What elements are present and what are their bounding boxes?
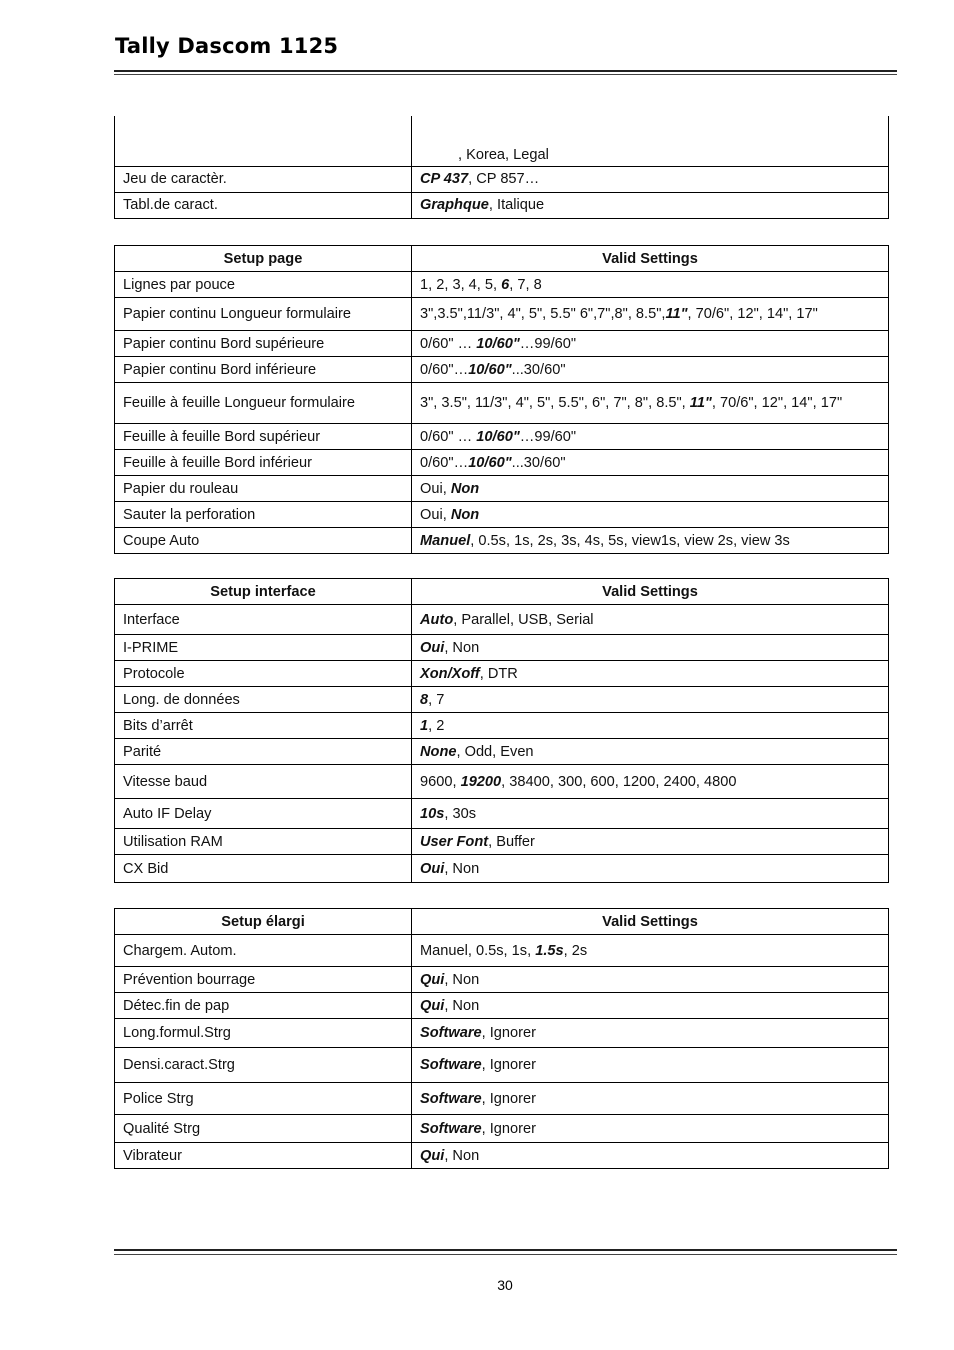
setup-page-table — [114, 245, 889, 554]
settings-table-continued — [114, 116, 889, 219]
option-values: , 7 — [428, 691, 445, 708]
setting-name: Feuille à feuille Bord supérieur — [115, 424, 412, 450]
default-value: Manuel — [420, 532, 471, 549]
setting-name: Interface — [115, 605, 412, 635]
table-header-row — [115, 579, 889, 605]
setting-values — [412, 829, 889, 855]
setting-values — [412, 1115, 889, 1143]
option-values: , Ignorer — [481, 1025, 536, 1041]
setting-name: Vibrateur — [115, 1143, 412, 1169]
option-values: 3",3.5",11/3", 4", 5", 5.5" 6",7",8", 8.5", — [420, 306, 666, 322]
table-row — [115, 1019, 889, 1048]
default-value: 8 — [420, 691, 429, 708]
default-value: 1.5s — [535, 942, 564, 959]
table-row — [115, 192, 889, 218]
default-value: 11" — [665, 306, 688, 322]
table-row — [115, 1048, 889, 1083]
setting-name — [115, 116, 412, 166]
table-row — [115, 967, 889, 993]
setting-values — [412, 635, 889, 661]
setting-values — [412, 1048, 889, 1083]
footer-rule-thin — [114, 1254, 897, 1255]
setting-name: Papier continu Bord inférieure — [115, 357, 412, 383]
default-value: 10/60" — [468, 361, 512, 378]
header-rule-thin — [114, 74, 897, 75]
setting-values — [412, 528, 889, 554]
table-row — [115, 383, 889, 424]
option-values: 9600, — [420, 773, 461, 790]
option-values: , 70/6", 12", 14", 17" — [711, 395, 843, 411]
setting-values — [412, 298, 889, 331]
setting-name: Vitesse baud — [115, 765, 412, 799]
option-values: , 70/6", 12", 14", 17" — [687, 306, 818, 322]
table-row — [115, 713, 889, 739]
option-values: , Korea, Legal — [458, 146, 549, 163]
option-values: , 7, 8 — [509, 276, 542, 293]
option-values: 0/60"… — [420, 361, 469, 378]
setting-values — [412, 1143, 889, 1169]
setting-values — [412, 661, 889, 687]
setting-values — [412, 272, 889, 298]
setting-values — [412, 739, 889, 765]
table-row — [115, 450, 889, 476]
option-values: , Non — [444, 639, 480, 656]
table-row — [115, 166, 889, 192]
table-row — [115, 687, 889, 713]
option-values: ...30/60" — [511, 454, 566, 471]
setting-name: Coupe Auto — [115, 528, 412, 554]
option-values: , Ignorer — [481, 1090, 536, 1107]
setting-name: Auto IF Delay — [115, 799, 412, 829]
option-values: ...30/60" — [511, 361, 566, 378]
table-row — [115, 476, 889, 502]
option-values: , CP 857… — [468, 171, 540, 187]
setting-name: Papier continu Longueur formulaire — [115, 298, 412, 331]
table-row — [115, 799, 889, 829]
option-values: , Odd, Even — [456, 743, 534, 760]
setting-values — [412, 357, 889, 383]
setting-values — [412, 476, 889, 502]
option-values: , 0.5s, 1s, 2s, 3s, 4s, 5s, view1s, view 2s, view 3s — [470, 532, 790, 549]
setting-values — [412, 935, 889, 967]
setting-values — [412, 713, 889, 739]
default-value: Software — [420, 1057, 482, 1073]
table-row — [115, 605, 889, 635]
setting-values — [412, 424, 889, 450]
option-values: Oui, — [420, 506, 451, 523]
table-row — [115, 528, 889, 554]
option-values: , DTR — [479, 665, 518, 682]
table-row — [115, 739, 889, 765]
table-body — [115, 605, 889, 883]
default-value: 10/60" — [476, 335, 520, 352]
default-value: Oui — [420, 860, 445, 877]
table-row — [115, 993, 889, 1019]
setting-name: Densi.caract.Strg — [115, 1048, 412, 1083]
default-value: Software — [420, 1090, 482, 1107]
default-value: 6 — [501, 276, 510, 293]
column-header-valid-settings: Valid Settings — [412, 246, 889, 272]
setting-values — [412, 1019, 889, 1048]
option-values: 0/60"… — [420, 454, 469, 471]
setting-name: Lignes par pouce — [115, 272, 412, 298]
default-value: Graphque — [420, 197, 489, 213]
setting-name: Détec.fin de pap — [115, 993, 412, 1019]
default-value: Qui — [420, 997, 445, 1014]
table-row — [115, 272, 889, 298]
option-values: , Non — [444, 860, 480, 877]
setting-values — [412, 605, 889, 635]
option-values: , Ignorer — [481, 1057, 536, 1073]
setup-extended-table — [114, 908, 889, 1169]
table-row — [115, 424, 889, 450]
setting-name: Papier du rouleau — [115, 476, 412, 502]
setting-name: Police Strg — [115, 1083, 412, 1115]
setting-name: Prévention bourrage — [115, 967, 412, 993]
setting-values — [412, 116, 889, 166]
setting-values — [412, 1083, 889, 1115]
option-values: , Parallel, USB, Serial — [453, 611, 594, 628]
option-values: , 2s — [563, 942, 588, 959]
setting-values — [412, 383, 889, 424]
default-value: 10/60" — [476, 428, 520, 445]
setting-name: Feuille à feuille Longueur formulaire — [115, 383, 412, 424]
setting-values — [412, 855, 889, 883]
option-values: 1, 2, 3, 4, 5, — [420, 276, 502, 293]
table-row — [115, 635, 889, 661]
table-row — [115, 331, 889, 357]
table-header-row — [115, 246, 889, 272]
setting-name: Jeu de caractèr. — [115, 166, 412, 192]
table-header-row — [115, 909, 889, 935]
table-row — [115, 935, 889, 967]
page-number: 30 — [497, 1277, 513, 1293]
table-row — [115, 661, 889, 687]
setting-name: Long. de données — [115, 687, 412, 713]
default-value: Oui — [420, 639, 445, 656]
default-value: Software — [420, 1025, 482, 1041]
table-row — [115, 765, 889, 799]
column-header-valid-settings: Valid Settings — [412, 909, 889, 935]
option-values: , Buffer — [488, 833, 535, 850]
option-values: , 30s — [444, 805, 476, 822]
setting-name: Parité — [115, 739, 412, 765]
default-value: CP 437 — [420, 171, 469, 187]
column-header-setting: Setup interface — [115, 579, 412, 605]
setting-name: Sauter la perforation — [115, 502, 412, 528]
option-values: , Non — [444, 971, 480, 988]
table-row — [115, 502, 889, 528]
page-title: Tally Dascom 1125 — [115, 34, 339, 58]
table-row — [115, 1115, 889, 1143]
option-values: 0/60" … — [420, 428, 477, 445]
option-values: …99/60" — [519, 335, 577, 352]
table-body — [115, 272, 889, 554]
setting-values — [412, 331, 889, 357]
setting-name: Tabl.de caract. — [115, 192, 412, 218]
default-value: Qui — [420, 971, 445, 988]
default-value: 10/60" — [468, 454, 512, 471]
setting-name: Utilisation RAM — [115, 829, 412, 855]
setting-values — [412, 192, 889, 218]
setting-values — [412, 765, 889, 799]
table-row — [115, 1083, 889, 1115]
table-row — [115, 357, 889, 383]
default-value: 19200 — [460, 773, 502, 790]
setting-values — [412, 799, 889, 829]
default-value: 10s — [420, 805, 445, 822]
option-values: , Ignorer — [481, 1120, 536, 1137]
default-value: User Font — [420, 833, 489, 850]
option-values: , Non — [444, 997, 480, 1014]
setting-name: Chargem. Autom. — [115, 935, 412, 967]
option-values: 3", 3.5", 11/3", 4", 5", 5.5", 6", 7", 8", 8.5", — [420, 395, 690, 411]
option-values: Oui, — [420, 480, 451, 497]
column-header-valid-settings: Valid Settings — [412, 579, 889, 605]
option-values: , 2 — [428, 717, 445, 734]
setting-name: Protocole — [115, 661, 412, 687]
setting-name: I-PRIME — [115, 635, 412, 661]
table-row — [115, 829, 889, 855]
default-value: Qui — [420, 1147, 445, 1164]
footer-rule — [114, 1249, 897, 1251]
setting-name: Long.formul.Strg — [115, 1019, 412, 1048]
setting-name: Feuille à feuille Bord inférieur — [115, 450, 412, 476]
default-value: None — [420, 743, 457, 760]
table-body — [115, 116, 889, 218]
setting-values — [412, 502, 889, 528]
column-header-setting: Setup élargi — [115, 909, 412, 935]
table-row — [115, 855, 889, 883]
setting-values — [412, 687, 889, 713]
setting-values — [412, 967, 889, 993]
setting-values — [412, 450, 889, 476]
setup-interface-table — [114, 578, 889, 883]
option-values: Manuel, 0.5s, 1s, — [420, 942, 536, 959]
option-values: , Italique — [488, 197, 545, 213]
default-value: Auto — [420, 611, 454, 628]
option-values: 0/60" … — [420, 335, 477, 352]
setting-name: Qualité Strg — [115, 1115, 412, 1143]
default-value: Software — [420, 1120, 482, 1137]
setting-name: CX Bid — [115, 855, 412, 883]
default-value: Non — [450, 480, 480, 497]
default-value: Non — [450, 506, 480, 523]
table-row — [115, 116, 889, 166]
setting-values — [412, 166, 889, 192]
table-row — [115, 1143, 889, 1169]
setting-name: Bits d’arrêt — [115, 713, 412, 739]
option-values: , Non — [444, 1147, 480, 1164]
option-values: , 38400, 300, 600, 1200, 2400, 4800 — [501, 773, 737, 790]
option-values: …99/60" — [519, 428, 577, 445]
column-header-setting: Setup page — [115, 246, 412, 272]
default-value: Xon/Xoff — [420, 665, 480, 682]
table-body — [115, 935, 889, 1169]
setting-values — [412, 993, 889, 1019]
table-row — [115, 298, 889, 331]
default-value: 1 — [420, 717, 429, 734]
header-rule — [114, 70, 897, 72]
setting-name: Papier continu Bord supérieure — [115, 331, 412, 357]
default-value: 11" — [689, 395, 712, 411]
